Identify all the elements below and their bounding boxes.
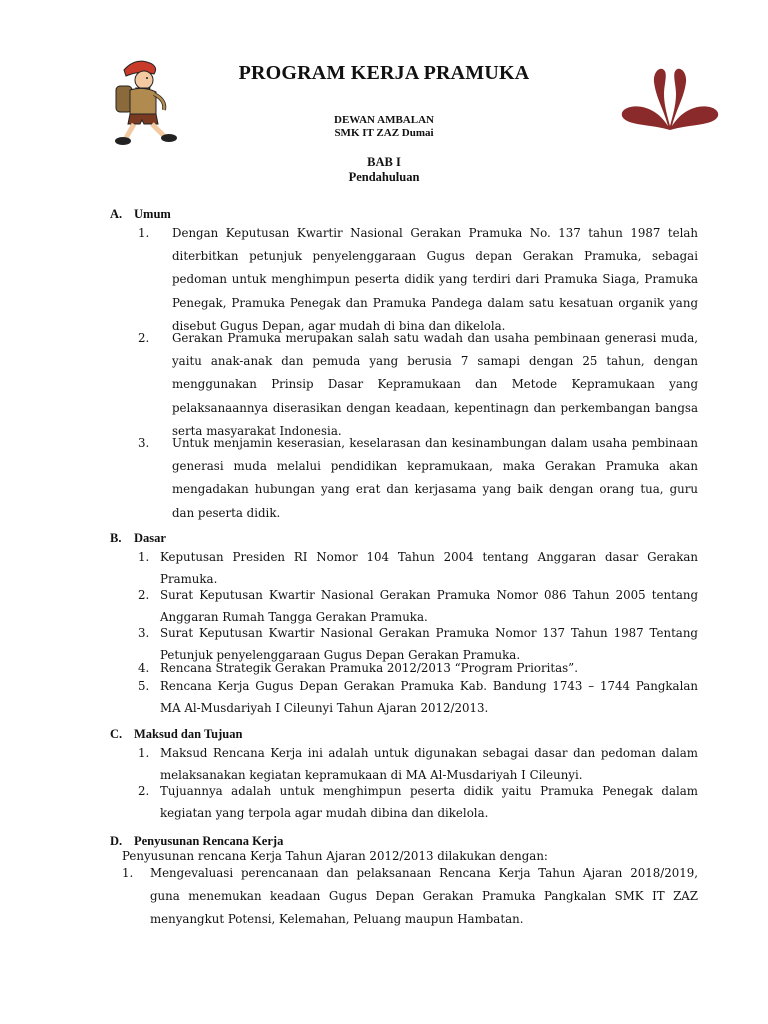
item-number: 1. — [138, 746, 150, 760]
chapter-title: Pendahuluan — [348, 170, 420, 184]
item-text: Untuk menjamin keserasian, keselarasan dan kesinambungan dalam usaha pembinaan generasi muda melalui pendidikan kepramukaan, maka Gerakan Pramuka akan mengadakan hubungan yang erat dan kerjasama yang baik dengan orang tua, guru dan peserta didik. — [172, 436, 698, 520]
item-text: Keputusan Presiden RI Nomor 104 Tahun 2004 tentang Anggaran dasar Gerakan Pramuka. — [160, 550, 698, 586]
item-number: 3. — [138, 626, 150, 640]
item-number: 2. — [138, 331, 150, 345]
subtitle-dewan: DEWAN AMBALAN — [334, 114, 434, 126]
item-number: 2. — [138, 784, 150, 798]
item-text: Maksud Rencana Kerja ini adalah untuk digunakan sebagai dasar dan pedoman dalam melaksanakan kegiatan kepramukaan di MA Al-Musdariyah I Cileunyi. — [160, 746, 698, 782]
item-number: 1. — [138, 550, 150, 564]
section-intro: Penyusunan rencana Kerja Tahun Ajaran 2012/2013 dilakukan dengan: — [122, 849, 548, 863]
section-title: Umum — [134, 207, 171, 221]
item-text: Gerakan Pramuka merupakan salah satu wadah dan usaha pembinaan generasi muda, yaitu anak-anak dan pemuda yang berusia 7 samapi dengan 25 tahun, dengan menggunakan Prinsip Dasar Kepramukaan dan Metode Kepramukaan yang pelaksanaannya diserasikan dengan keadaan, kepentinagn dan perkembangan bangsa serta masyarakat Indonesia. — [172, 331, 698, 438]
item-text: Tujuannya adalah untuk menghimpun peserta didik yaitu Pramuka Penegak dalam kegiatan yang terpola agar mudah dibina dan dikelola. — [160, 784, 698, 820]
section-c-heading — [110, 727, 242, 742]
section-letter: D. — [110, 834, 123, 848]
page-title: PROGRAM KERJA PRAMUKA — [238, 62, 530, 84]
section-letter: C. — [110, 727, 123, 741]
item-number: 1. — [122, 866, 134, 880]
section-title: Maksud dan Tujuan — [134, 727, 243, 741]
item-text: Rencana Strategik Gerakan Pramuka 2012/2013 “Program Prioritas”. — [160, 661, 578, 675]
item-number: 3. — [138, 436, 150, 450]
item-number: 4. — [138, 661, 150, 675]
subtitle-school: SMK IT ZAZ Dumai — [334, 127, 434, 139]
item-text: Rencana Kerja Gugus Depan Gerakan Pramuka Kab. Bandung 1743 – 1744 Pangkalan MA Al-Musdariyah I Cileunyi Tahun Ajaran 2012/2013. — [160, 679, 698, 715]
item-text: Surat Keputusan Kwartir Nasional Gerakan Pramuka Nomor 086 Tahun 2005 tentang Anggaran Rumah Tangga Gerakan Pramuka. — [160, 588, 698, 624]
section-title: Dasar — [134, 531, 166, 545]
item-text: Dengan Keputusan Kwartir Nasional Gerakan Pramuka No. 137 tahun 1987 telah diterbitkan petunjuk penyelenggaraan Gugus depan Gerakan Pramuka, sebagai pedoman untuk menghimpun peserta didik yang terdiri dari Pramuka Siaga, Pramuka Penegak, Pramuka Penegak dan Pramuka Pandega dalam satu kesatuan organik yang disebut Gugus Depan, agar mudah di bina dan dikelola. — [172, 226, 698, 333]
chapter-label: BAB I — [367, 155, 401, 169]
item-text: Mengevaluasi perencanaan dan pelaksanaan Rencana Kerja Tahun Ajaran 2018/2019, guna menemukan keadaan Gugus Depan Gerakan Pramuka Pangkalan SMK IT ZAZ menyangkut Potensi, Kelemahan, Peluang maupun Hambatan. — [150, 866, 698, 926]
section-letter: B. — [110, 531, 122, 545]
item-text: Surat Keputusan Kwartir Nasional Gerakan Pramuka Nomor 137 Tahun 1987 Tentang Petunjuk penyelenggaraan Gugus Depan Gerakan Pramuka. — [160, 626, 698, 662]
section-title: Penyusunan Rencana Kerja — [134, 834, 284, 848]
item-number: 2. — [138, 588, 150, 602]
section-d-heading — [110, 834, 283, 849]
section-letter: A. — [110, 207, 123, 221]
section-a-heading — [110, 207, 171, 222]
item-number: 1. — [138, 226, 150, 240]
section-b-heading — [110, 531, 166, 546]
item-number: 5. — [138, 679, 150, 693]
